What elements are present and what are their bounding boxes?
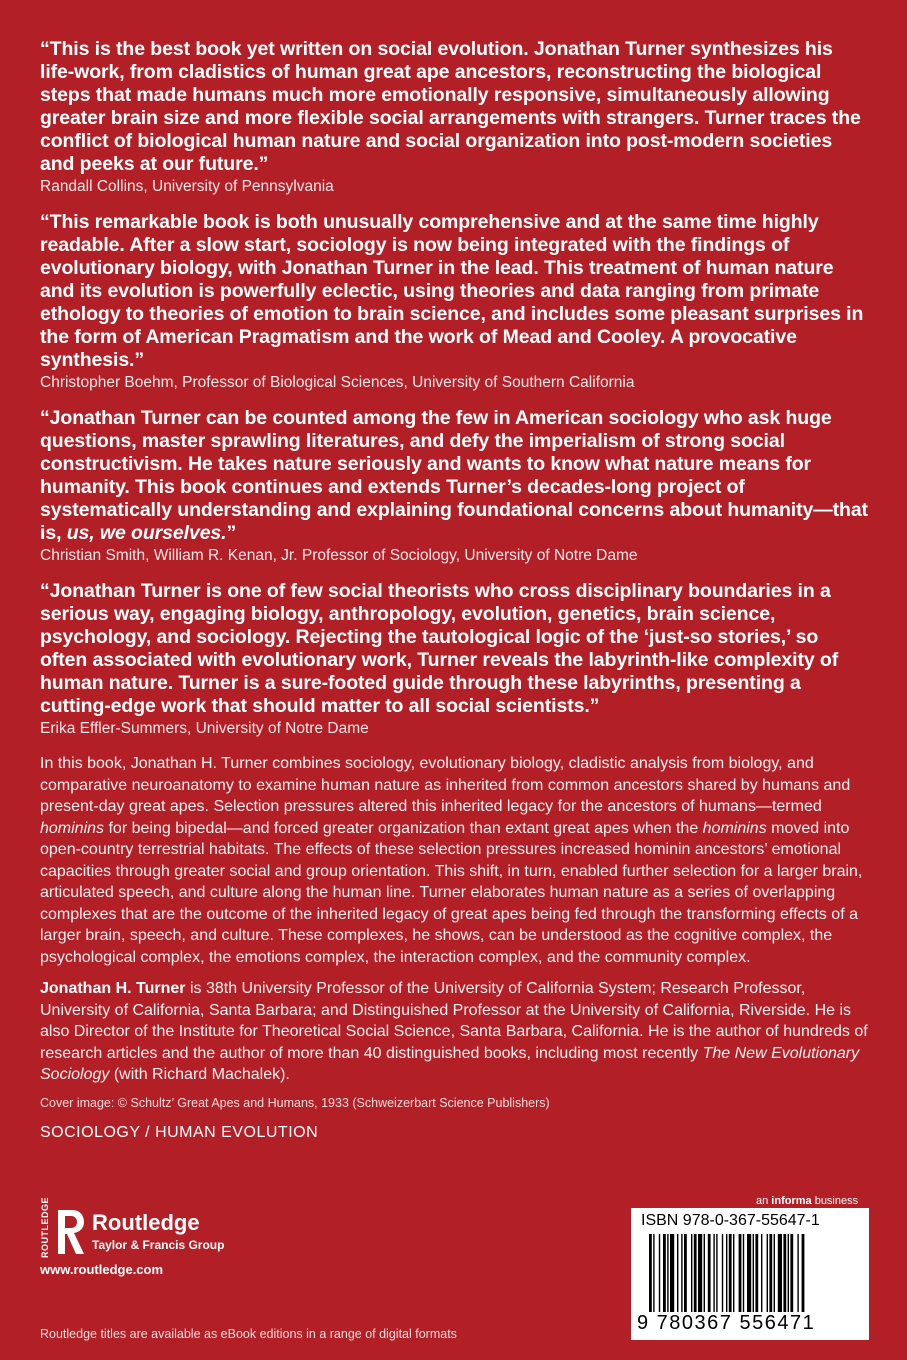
author-bio-text-end: (with Richard Machalek). <box>109 1066 290 1083</box>
barcode-bars <box>649 1234 859 1314</box>
barcode-bar <box>753 1234 754 1312</box>
quote-text <box>40 407 870 545</box>
author-book-title: The New Evolutionary Sociology <box>40 1044 860 1083</box>
description-italic: hominins <box>40 819 105 837</box>
back-cover-text <box>40 38 870 1142</box>
quote-attribution: Christian Smith, William R. Kenan, Jr. Professor of Sociology, University of Notre Dame <box>40 547 638 564</box>
review-quote-3 <box>40 407 870 566</box>
barcode-bar <box>755 1234 758 1312</box>
quote-attribution: Erika Effler-Summers, University of Notre Dame <box>40 720 369 737</box>
barcode-bar <box>767 1234 768 1312</box>
isbn-label: ISBN 978-0-367-55647-1 <box>641 1212 820 1229</box>
quote-text: “Jonathan Turner is one of few social theorists who cross disciplinary boundaries in a serious way, engaging biology, anthropology, evolution, genetics, brain science, psychology, and sociology. Rejecting the tautological logic of the ‘just-so stories,’ so often associated with evolutionary work, Turner reveals the labyrinth-like complexity of human nature. Turner is a sure-footed guide through these labyrinths, presenting a cutting-edge work that should matter to all social scientists.” <box>40 580 839 717</box>
barcode-bar <box>694 1234 697 1312</box>
barcode-bar <box>747 1234 751 1312</box>
author-bio <box>40 978 870 1086</box>
barcode-bar <box>653 1234 654 1312</box>
barcode-bar <box>691 1234 692 1312</box>
quote-text-italic: us, we ourselves. <box>66 522 227 544</box>
barcode-bar <box>713 1234 714 1312</box>
review-quote-4 <box>40 580 870 739</box>
author-name: Jonathan H. Turner <box>40 980 186 997</box>
description-text: moved into open-country terrestrial habitats. The effects of these selection pressures increased hominin ancestors’ emotional capacities through greater social and group orientation. This shift, in turn, enabled further selection for a larger brain, articulated speech, and culture along the human line. Turner elaborates human nature as a series of overlapping complexes that are the outcome of the inherited legacy of great apes being fed through the transforming effects of a larger brain, speech, and culture. These complexes, he shows, can be understood as the cognitive complex, the psychological complex, the emotions complex, the interaction complex, and the community complex. <box>40 819 863 966</box>
routledge-logo <box>40 1196 240 1266</box>
informa-prefix: an <box>756 1195 772 1207</box>
quote-text-main: “Jonathan Turner can be counted among the few in American sociology who ask huge questions, master sprawling literatures, and defy the imperialism of strong social constructivism. He takes nature seriously and wants to know what nature means for humanity. This book continues and extends Turner’s decades-long project of systematically understanding and explaining foundational concerns about humanity—that is, <box>40 407 868 544</box>
barcode-bar <box>733 1234 734 1312</box>
barcode-bar <box>698 1234 702 1312</box>
quote-attribution: Christopher Boehm, Professor of Biological Sciences, University of Southern California <box>40 374 635 391</box>
barcode-bar <box>681 1234 682 1312</box>
description-text: for being bipedal—and forced greater organization than extant great apes when the <box>104 819 703 837</box>
barcode-bar <box>729 1234 732 1312</box>
description-text: In this book, Jonathan H. Turner combines sociology, evolutionary biology, cladistic analysis from biology, and comparative neuroanatomy to examine human nature as inherited from common ancestors shared by humans and present-day great apes. Selection pressures altered this inherited legacy for the ancestors of humans—termed <box>40 755 851 815</box>
barcode-bar <box>716 1234 717 1312</box>
barcode-bar <box>743 1234 744 1312</box>
barcode-bar <box>778 1234 782 1312</box>
quote-text-close: ” <box>226 522 237 544</box>
informa-brand: informa <box>771 1195 812 1207</box>
book-description <box>40 753 870 968</box>
barcode-digits: 9 780367 556471 <box>637 1312 816 1334</box>
barcode-bar <box>783 1234 786 1312</box>
isbn-barcode <box>631 1208 869 1340</box>
barcode-bar <box>649 1234 652 1312</box>
subject-category: SOCIOLOGY / HUMAN EVOLUTION <box>40 1123 319 1141</box>
barcode-bar <box>670 1234 674 1312</box>
informa-tagline <box>756 1195 858 1207</box>
author-bio-text: is 38th University Professor of the University of California System; Research Professor, University of California, Santa Barbara; and Distinguished Professor at the University of California, Riverside. He is also Director of the Institute for Theoretical Social Science, Santa Barbara, California. He is the author of hundreds of research articles and the author of more than 40 distinguished books, including most recently <box>40 980 868 1062</box>
barcode-bar <box>726 1234 727 1312</box>
barcode-bar <box>797 1234 798 1312</box>
barcode-bar <box>659 1234 660 1312</box>
barcode-bar <box>677 1234 678 1312</box>
informa-suffix: business <box>811 1195 859 1207</box>
barcode-bar <box>704 1234 705 1312</box>
ebook-note: Routledge titles are available as eBook editions in a range of digital formats <box>40 1327 457 1341</box>
barcode-bar <box>722 1234 723 1312</box>
barcode-bar <box>739 1234 742 1312</box>
description-italic: hominins <box>702 819 767 837</box>
barcode-bar <box>663 1234 666 1312</box>
publisher-website[interactable]: www.routledge.com <box>40 1262 164 1277</box>
cover-image-credit: Cover image: © Schultz’ Great Apes and Humans, 1933 (Schweizerbart Science Publishers) <box>40 1095 550 1110</box>
quote-attribution: Randall Collins, University of Pennsylvania <box>40 178 334 195</box>
barcode-bar <box>708 1234 711 1312</box>
barcode-bar <box>761 1234 762 1312</box>
routledge-r-icon <box>56 1208 86 1256</box>
barcode-bar <box>774 1234 775 1312</box>
barcode-bar <box>684 1234 687 1312</box>
review-quote-1 <box>40 38 870 197</box>
barcode-bar <box>667 1234 668 1312</box>
quote-text: “This remarkable book is both unusually comprehensive and at the same time highly readable. After a slow start, sociology is now being integrated with the findings of evolutionary biology, with Jonathan Turner in the lead. This treatment of human nature and its evolution is powerfully eclectic, using theories and data ranging from primate ethology to theories of emotion to brain science, and includes some pleasant surprises in the form of American Pragmatism and the work of Mead and Cooley. A provocative synthesis.” <box>40 211 864 371</box>
quote-text: “This is the best book yet written on social evolution. Jonathan Turner synthesizes his life-work, from cladistics of human great ape ancestors, reconstructing the biological steps that made humans much more emotionally responsive, simultaneously allowing greater brain size and more flexible social arrangements with strangers. Turner traces the conflict of biological human nature and social organization into post-modern societies and peeks at our future.” <box>40 38 861 175</box>
barcode-bar <box>788 1234 789 1312</box>
barcode-bar <box>790 1234 793 1312</box>
review-quote-2 <box>40 211 870 393</box>
barcode-bar <box>769 1234 772 1312</box>
publisher-group: Taylor & Francis Group <box>92 1238 225 1252</box>
barcode-bar <box>802 1234 805 1312</box>
logo-vertical-text: ROUTLEDGE <box>40 1196 50 1258</box>
publisher-name: Routledge <box>92 1210 200 1235</box>
